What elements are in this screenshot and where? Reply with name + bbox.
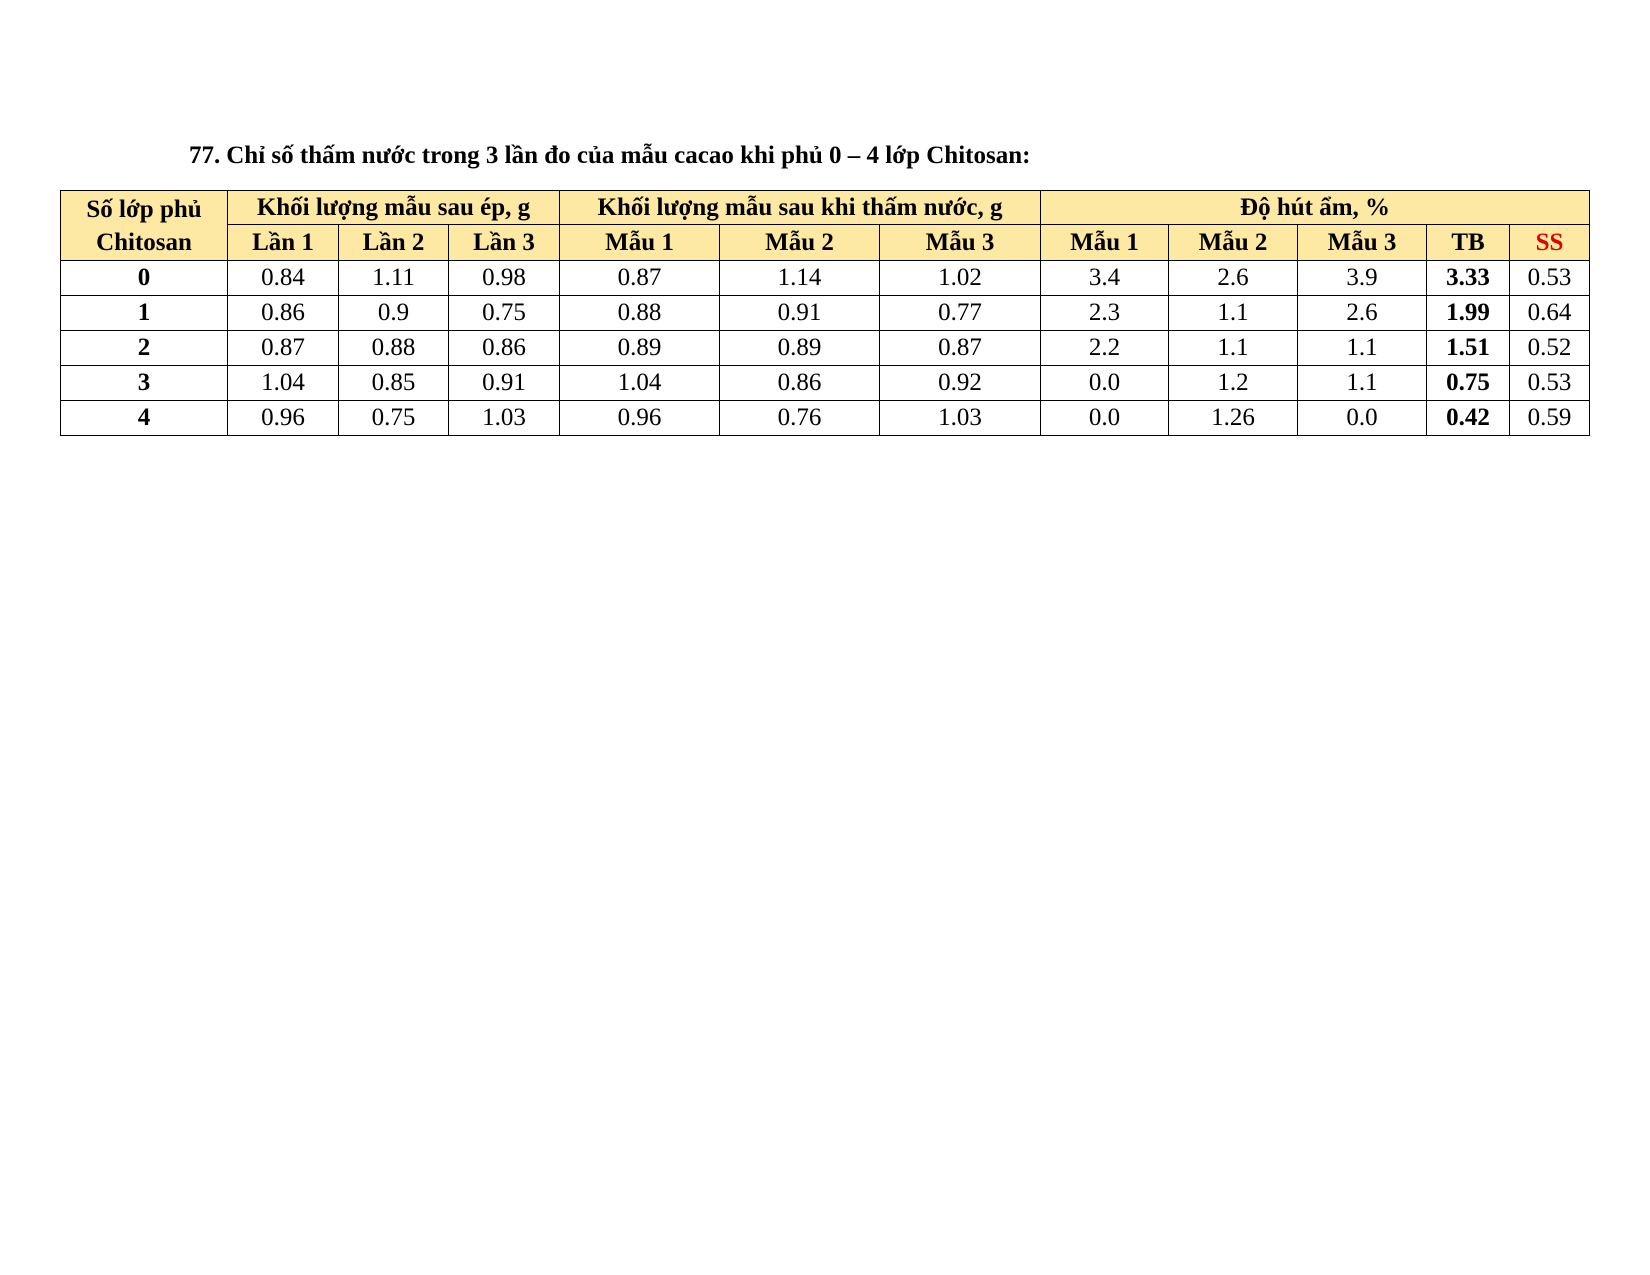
subheader-cell: Mẫu 2 bbox=[720, 225, 880, 261]
table-cell: 0.96 bbox=[560, 401, 720, 436]
average-cell: 1.51 bbox=[1427, 331, 1510, 366]
row-header-line2: Chitosan bbox=[96, 228, 192, 256]
table-cell: 0.91 bbox=[449, 366, 560, 401]
table-cell: 0.88 bbox=[339, 331, 449, 366]
table-cell: 1.02 bbox=[880, 261, 1041, 296]
table-cell: 0.0 bbox=[1041, 401, 1169, 436]
table-cell: 1.1 bbox=[1298, 331, 1427, 366]
table-cell: 0.75 bbox=[339, 401, 449, 436]
table-cell: 0.9 bbox=[339, 296, 449, 331]
group-header-mass-after-press: Khối lượng mẫu sau ép, g bbox=[228, 191, 560, 225]
table-cell: 0.88 bbox=[560, 296, 720, 331]
layer-count-cell: 4 bbox=[61, 401, 228, 436]
table-row bbox=[61, 401, 1590, 436]
table-cell: 1.04 bbox=[560, 366, 720, 401]
table-cell: 0.0 bbox=[1298, 401, 1427, 436]
subheader-cell: Mẫu 2 bbox=[1169, 225, 1298, 261]
table-cell: 3.9 bbox=[1298, 261, 1427, 296]
deviation-cell: 0.53 bbox=[1510, 261, 1590, 296]
table-cell: 1.03 bbox=[880, 401, 1041, 436]
table-cell: 1.26 bbox=[1169, 401, 1298, 436]
subheader-cell: Mẫu 3 bbox=[880, 225, 1041, 261]
group-header-mass-after-soak: Khối lượng mẫu sau khi thấm nước, g bbox=[560, 191, 1041, 225]
table-cell: 0.87 bbox=[560, 261, 720, 296]
subheader-cell: Mẫu 1 bbox=[1041, 225, 1169, 261]
table-cell: 1.14 bbox=[720, 261, 880, 296]
table-cell: 0.84 bbox=[228, 261, 339, 296]
table-cell: 3.4 bbox=[1041, 261, 1169, 296]
table-cell: 2.3 bbox=[1041, 296, 1169, 331]
average-cell: 0.75 bbox=[1427, 366, 1510, 401]
table-cell: 2.6 bbox=[1169, 261, 1298, 296]
table-cell: 0.86 bbox=[228, 296, 339, 331]
table-cell: 0.76 bbox=[720, 401, 880, 436]
average-cell: 0.42 bbox=[1427, 401, 1510, 436]
table-cell: 0.87 bbox=[880, 331, 1041, 366]
caption-text: Chỉ số thấm nước trong 3 lần đo của mẫu cacao khi phủ 0 – 4 lớp Chitosan: bbox=[226, 142, 1031, 169]
table-cell: 0.86 bbox=[720, 366, 880, 401]
table-row bbox=[61, 261, 1590, 296]
table-cell: 0.75 bbox=[449, 296, 560, 331]
table-cell: 0.98 bbox=[449, 261, 560, 296]
header-row-groups bbox=[61, 191, 1590, 225]
table-cell: 0.87 bbox=[228, 331, 339, 366]
row-header-cell bbox=[61, 191, 228, 261]
average-cell: 1.99 bbox=[1427, 296, 1510, 331]
subheader-cell: Lần 2 bbox=[339, 225, 449, 261]
table-cell: 0.92 bbox=[880, 366, 1041, 401]
table-cell: 0.86 bbox=[449, 331, 560, 366]
table-row bbox=[61, 296, 1590, 331]
table-row bbox=[61, 366, 1590, 401]
table-cell: 1.1 bbox=[1169, 296, 1298, 331]
layer-count-cell: 0 bbox=[61, 261, 228, 296]
table-row bbox=[61, 331, 1590, 366]
table-cell: 0.89 bbox=[560, 331, 720, 366]
water-absorption-table bbox=[60, 190, 1590, 436]
table-cell: 1.1 bbox=[1298, 366, 1427, 401]
table-caption bbox=[189, 142, 1030, 170]
table-cell: 1.2 bbox=[1169, 366, 1298, 401]
table-cell: 0.77 bbox=[880, 296, 1041, 331]
caption-number: 77. bbox=[189, 142, 221, 169]
header-row-subheaders bbox=[61, 225, 1590, 261]
average-cell: 3.33 bbox=[1427, 261, 1510, 296]
layer-count-cell: 2 bbox=[61, 331, 228, 366]
subheader-cell: Lần 3 bbox=[449, 225, 560, 261]
table-cell: 0.85 bbox=[339, 366, 449, 401]
deviation-cell: 0.59 bbox=[1510, 401, 1590, 436]
subheader-cell: Lần 1 bbox=[228, 225, 339, 261]
layer-count-cell: 1 bbox=[61, 296, 228, 331]
subheader-cell-tb: TB bbox=[1427, 225, 1510, 261]
table-cell: 1.03 bbox=[449, 401, 560, 436]
deviation-cell: 0.64 bbox=[1510, 296, 1590, 331]
row-header-line1: Số lớp phủ bbox=[86, 195, 202, 223]
table-cell: 1.1 bbox=[1169, 331, 1298, 366]
table-cell: 0.96 bbox=[228, 401, 339, 436]
layer-count-cell: 3 bbox=[61, 366, 228, 401]
table-cell: 0.89 bbox=[720, 331, 880, 366]
subheader-cell: Mẫu 1 bbox=[560, 225, 720, 261]
subheader-cell: Mẫu 3 bbox=[1298, 225, 1427, 261]
table-cell: 2.6 bbox=[1298, 296, 1427, 331]
table-cell: 0.91 bbox=[720, 296, 880, 331]
table-cell: 1.11 bbox=[339, 261, 449, 296]
table-cell: 0.0 bbox=[1041, 366, 1169, 401]
subheader-cell-ss: SS bbox=[1510, 225, 1590, 261]
deviation-cell: 0.53 bbox=[1510, 366, 1590, 401]
table-cell: 1.04 bbox=[228, 366, 339, 401]
group-header-moisture: Độ hút ẩm, % bbox=[1041, 191, 1590, 225]
table-cell: 2.2 bbox=[1041, 331, 1169, 366]
deviation-cell: 0.52 bbox=[1510, 331, 1590, 366]
